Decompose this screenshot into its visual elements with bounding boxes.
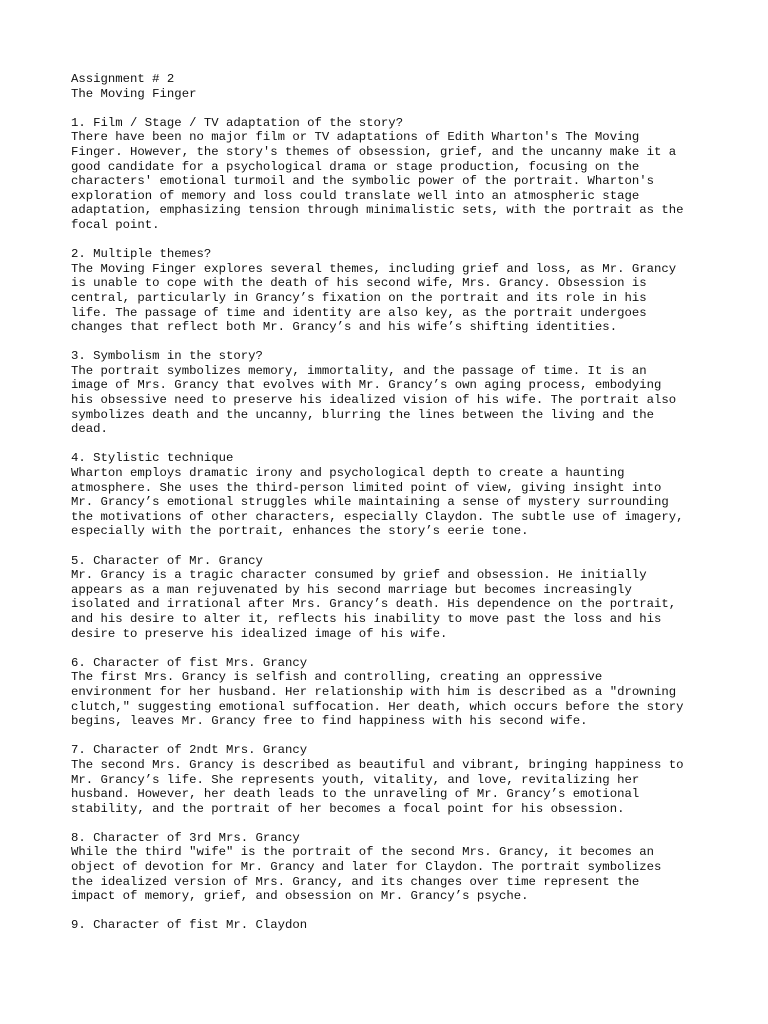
section-heading: 5. Character of Mr. Grancy xyxy=(71,553,263,568)
paragraph-line: The portrait symbolizes memory, immortality, and the passage of time. It is an xyxy=(71,363,647,378)
document-page xyxy=(71,72,721,933)
paragraph-line: There have been no major film or TV adaptations of Edith Wharton's The Moving xyxy=(71,130,640,145)
paragraph-line: appears as a man rejuvenated by his second marriage but becomes increasingly xyxy=(71,582,632,597)
paragraph-line: Mr. Grancy’s emotional struggles while maintaining a sense of mystery surrounding xyxy=(71,495,669,510)
paragraph-line: good candidate for a psychological drama or stage production, focusing on the xyxy=(71,159,640,174)
paragraph-line: the idealized version of Mrs. Grancy, and its changes over time represent the xyxy=(71,874,640,889)
paragraph-line: dead. xyxy=(71,422,108,437)
paragraph-line: While the third "wife" is the portrait of the second Mrs. Grancy, it becomes an xyxy=(71,845,654,860)
section-stylistic-technique xyxy=(71,451,721,539)
section-multiple-themes xyxy=(71,247,721,335)
section-film-adaptation xyxy=(71,116,721,233)
section-heading: 6. Character of fist Mrs. Grancy xyxy=(71,655,308,670)
paragraph-line: focal point. xyxy=(71,217,160,232)
paragraph-line: and his desire to alter it, reflects his inability to move past the loss and his xyxy=(71,611,662,626)
paragraph-line: desire to preserve his idealized image of his wife. xyxy=(71,626,448,641)
paragraph-line: The Moving Finger explores several themes, including grief and loss, as Mr. Grancy xyxy=(71,261,677,276)
document-header xyxy=(71,72,721,101)
section-third-mrs-grancy xyxy=(71,831,721,904)
paragraph-line: object of devotion for Mr. Grancy and later for Claydon. The portrait symbolizes xyxy=(71,860,662,875)
paragraph-line: isolated and irrational after Mrs. Grancy’s death. His dependence on the portrait, xyxy=(71,597,677,612)
section-mr-grancy xyxy=(71,554,721,642)
paragraph-line: life. The passage of time and identity are also key, as the portrait undergoes xyxy=(71,305,647,320)
paragraph-line: stability, and the portrait of her becomes a focal point for his obsession. xyxy=(71,801,625,816)
section-heading: 3. Symbolism in the story? xyxy=(71,349,263,364)
paragraph-line: environment for her husband. Her relationship with him is described as a "drowning xyxy=(71,684,677,699)
paragraph-line: changes that reflect both Mr. Grancy’s and his wife’s shifting identities. xyxy=(71,320,618,335)
paragraph-line: central, particularly in Grancy’s fixation on the portrait and its role in his xyxy=(71,290,647,305)
paragraph-line: his obsessive need to preserve his idealized vision of his wife. The portrait also xyxy=(71,393,677,408)
section-heading: 1. Film / Stage / TV adaptation of the story? xyxy=(71,115,404,130)
paragraph-line: Mr. Grancy’s life. She represents youth, vitality, and love, revitalizing her xyxy=(71,772,640,787)
paragraph-line: symbolizes death and the uncanny, blurring the lines between the living and the xyxy=(71,407,654,422)
section-heading: 2. Multiple themes? xyxy=(71,247,212,262)
paragraph-line: impact of memory, grief, and obsession on Mr. Grancy’s psyche. xyxy=(71,889,529,904)
assignment-number: Assignment # 2 xyxy=(71,72,175,86)
section-heading: 9. Character of fist Mr. Claydon xyxy=(71,918,308,933)
section-heading: 4. Stylistic technique xyxy=(71,451,234,466)
paragraph-line: atmosphere. She uses the third-person limited point of view, giving insight into xyxy=(71,480,662,495)
section-symbolism xyxy=(71,349,721,437)
paragraph-line: The second Mrs. Grancy is described as beautiful and vibrant, bringing happiness to xyxy=(71,757,684,772)
paragraph-line: begins, leaves Mr. Grancy free to find happiness with his second wife. xyxy=(71,714,588,729)
paragraph-line: characters' emotional turmoil and the symbolic power of the portrait. Wharton's xyxy=(71,174,654,189)
paragraph-line: is unable to cope with the death of his second wife, Mrs. Grancy. Obsession is xyxy=(71,276,647,291)
section-heading: 7. Character of 2ndt Mrs. Grancy xyxy=(71,743,308,758)
section-mr-claydon xyxy=(71,918,721,933)
paragraph-line: Finger. However, the story's themes of obsession, grief, and the uncanny make it a xyxy=(71,144,677,159)
paragraph-line: image of Mrs. Grancy that evolves with Mr. Grancy’s own aging process, embodying xyxy=(71,378,662,393)
paragraph-line: The first Mrs. Grancy is selfish and controlling, creating an oppressive xyxy=(71,670,603,685)
paragraph-line: exploration of memory and loss could translate well into an atmospheric stage xyxy=(71,188,640,203)
story-title: The Moving Finger xyxy=(71,86,197,101)
paragraph-line: Wharton employs dramatic irony and psychological depth to create a haunting xyxy=(71,466,625,481)
paragraph-line: clutch," suggesting emotional suffocation. Her death, which occurs before the story xyxy=(71,699,684,714)
paragraph-line: Mr. Grancy is a tragic character consumed by grief and obsession. He initially xyxy=(71,568,647,583)
paragraph-line: the motivations of other characters, especially Claydon. The subtle use of imagery, xyxy=(71,509,684,524)
paragraph-line: adaptation, emphasizing tension through minimalistic sets, with the portrait as the xyxy=(71,203,684,218)
paragraph-line: husband. However, her death leads to the unraveling of Mr. Grancy’s emotional xyxy=(71,787,640,802)
section-heading: 8. Character of 3rd Mrs. Grancy xyxy=(71,830,300,845)
section-second-mrs-grancy xyxy=(71,743,721,816)
section-first-mrs-grancy xyxy=(71,656,721,729)
paragraph-line: especially with the portrait, enhances the story’s eerie tone. xyxy=(71,524,529,539)
